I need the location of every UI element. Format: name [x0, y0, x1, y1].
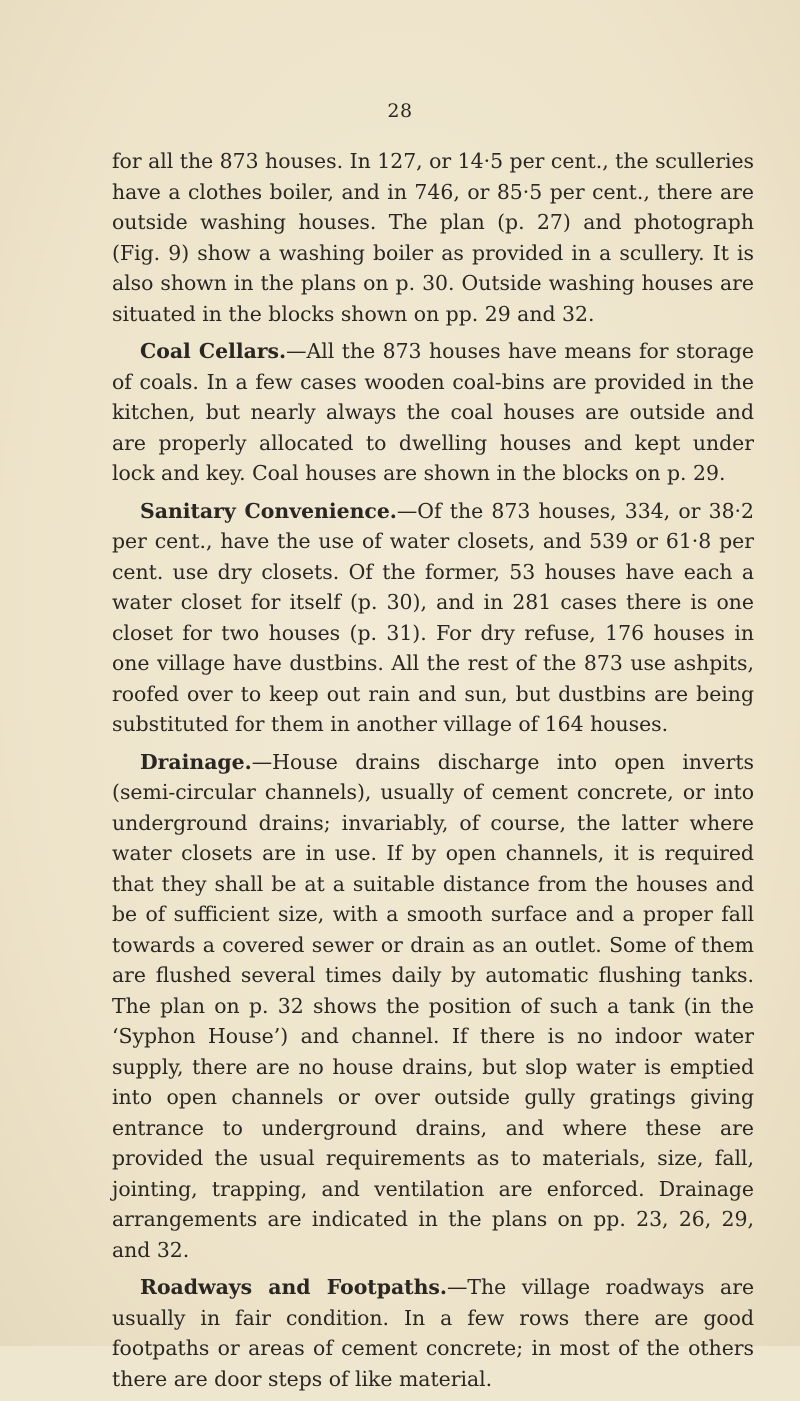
paragraph-heading: Sanitary Convenience. — [140, 498, 397, 523]
paragraph-text: for all the 873 houses. In 127, or 14·5 per cent., the sculleries have a clothes boiler, and in 746, or 85·5 per cent., there are outside washing houses. The plan (p. 27) and photograph (Fig. 9) show a washing boiler as provided in a scullery. It is also shown in the plans on p. 30. Outside washing houses are situated in the blocks shown on pp. 29 and 32. — [112, 149, 754, 326]
paragraph-heading: Coal Cellars. — [140, 339, 287, 363]
paragraph-coal-cellars — [112, 336, 754, 489]
paragraph-text: —All the 873 houses have means for storage of coals. In a few cases wooden coal-bins are provided in the kitchen, but nearly always the coal houses are outside and are properly allocated to dwelling houses and kept under lock and key. Coal houses are shown in the blocks on p. 29. — [112, 339, 754, 485]
paragraph-heading: Drainage. — [140, 749, 252, 774]
page-number: 28 — [387, 100, 413, 122]
paragraph-drainage — [112, 747, 754, 1266]
paragraph-text: —Of the 873 houses, 334, or 38·2 per cent., have the use of water closets, and 539 or 61·8 per cent. use dry closets. Of the former, 53 houses have each a water closet for itself (p. 30), and in 281 cases there is one closet for two houses (p. 31). For dry refuse, 176 houses in one village have dustbins. All the rest of the 873 use ashpits, roofed over to keep out rain and sun, but dustbins are being substituted for them in another village of 164 houses. — [112, 498, 754, 736]
paragraph-text: —House drains discharge into open inverts (semi-circular channels), usually of cement concrete, or into underground drains; invariably, of course, the latter where water closets are in use. If by open channels, it is required that they shall be at a suitable distance from the houses and be of sufficient size, with a smooth surface and a proper fall towards a covered sewer or drain as an outlet. Some of them are flushed several times daily by automatic flushing tanks. The plan on p. 32 shows the position of such a tank (in the ‘Syphon House’) and channel. If there is no indoor water supply, there are no house drains, but slop water is emptied into open channels or over outside gully gratings giving entrance to underground drains, and where these are provided the usual requirements as to materials, size, fall, jointing, trapping, and ventilation are enforced. Drainage arrangements are indicated in the plans on pp. 23, 26, 29, and 32. — [112, 749, 754, 1262]
paragraph-roadways — [112, 1272, 754, 1394]
paragraph-text: —The village roadways are usually in fair condition. In a few rows there are good footpaths or areas of cement concrete; in most of the others there are door steps of like material. — [112, 1275, 755, 1391]
paragraph-heading: Roadways and Footpaths. — [140, 1275, 448, 1299]
paragraph-sanitary-convenience — [112, 496, 754, 740]
body-text — [112, 146, 754, 1401]
paragraph-washing — [112, 146, 754, 329]
